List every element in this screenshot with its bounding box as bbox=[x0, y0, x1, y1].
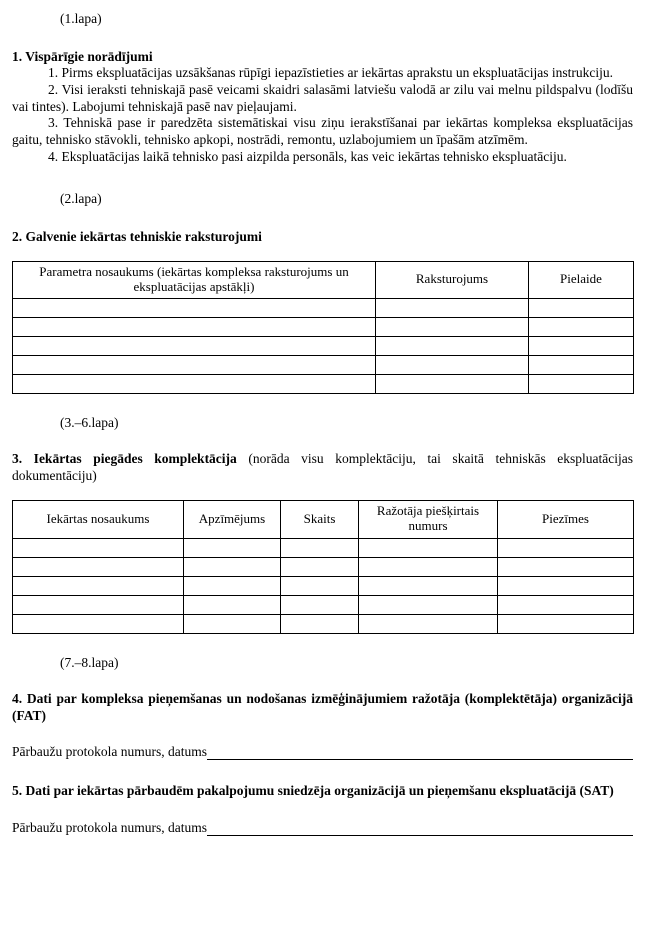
table-header-row bbox=[13, 501, 634, 539]
table-body bbox=[13, 299, 634, 394]
section-4-protocol-row bbox=[12, 744, 633, 760]
cell-designation[interactable] bbox=[184, 577, 281, 596]
cell-quantity[interactable] bbox=[281, 577, 359, 596]
column-header-characteristic: Raksturojums bbox=[376, 261, 529, 299]
table-row[interactable] bbox=[13, 558, 634, 577]
cell-parameter-name[interactable] bbox=[13, 375, 376, 394]
spacer bbox=[12, 724, 633, 744]
cell-characteristic[interactable] bbox=[376, 375, 529, 394]
cell-designation[interactable] bbox=[184, 596, 281, 615]
cell-manufacturer-number[interactable] bbox=[359, 558, 498, 577]
spacer bbox=[12, 394, 633, 416]
cell-parameter-name[interactable] bbox=[13, 318, 376, 337]
cell-characteristic[interactable] bbox=[376, 337, 529, 356]
spacer-top bbox=[12, 0, 633, 12]
cell-equipment-name[interactable] bbox=[13, 558, 184, 577]
section-3-heading-note: (norāda visu komplektāciju, tai skaitā tehniskās ekspluatācijas dokumentāciju) bbox=[12, 450, 634, 484]
cell-characteristic[interactable] bbox=[376, 299, 529, 318]
table-row[interactable] bbox=[13, 539, 634, 558]
cell-parameter-name[interactable] bbox=[13, 356, 376, 375]
spacer bbox=[12, 166, 633, 192]
page-marker-2: (2.lapa) bbox=[60, 191, 102, 207]
section-5-heading: 5. Dati par iekārtas pārbaudēm pakalpojumu sniedzēja organizācijā un pieņemšanu ekspluatācijā (SAT) bbox=[12, 783, 614, 799]
section-1-paragraph-2: 2. Visi ieraksti tehniskajā pasē veicami skaidri salasāmi latviešu valodā ar zilu vai melnu pildspalvu (lodīšu vai tintes). Labojumi tehniskajā pasē nav pieļaujami. bbox=[12, 81, 633, 114]
section-4-heading: 4. Dati par kompleksa pieņemšanas un nodošanas izmēģinājumiem ražotāja (komplektētāja) organizācijā (FAT) bbox=[12, 690, 633, 723]
section-5-protocol-row bbox=[12, 820, 633, 836]
page-marker-3-6: (3.–6.lapa) bbox=[60, 415, 119, 431]
spacer bbox=[12, 800, 633, 820]
delivery-complectation-table bbox=[12, 500, 634, 634]
spacer bbox=[12, 430, 633, 450]
cell-designation[interactable] bbox=[184, 558, 281, 577]
document-content bbox=[12, 0, 633, 836]
section-1-paragraph-3: 3. Tehniskā pase ir paredzēta sistemātiskai visu ziņu ierakstīšanai par iekārtas kompleksa ekspluatācijas gaitu, tehnisko stāvokli, tehnisko apkopi, nostrādi, remontu, uzlabojumiem un īpašām atzīmēm. bbox=[12, 115, 633, 148]
cell-notes[interactable] bbox=[498, 596, 634, 615]
cell-tolerance[interactable] bbox=[529, 318, 634, 337]
table-row[interactable] bbox=[13, 615, 634, 634]
table-body bbox=[13, 539, 634, 634]
cell-characteristic[interactable] bbox=[376, 318, 529, 337]
cell-manufacturer-number[interactable] bbox=[359, 577, 498, 596]
page-marker-7-8: (7.–8.lapa) bbox=[60, 655, 119, 671]
section-3-heading-bold: 3. Iekārtas piegādes komplektācija bbox=[12, 450, 237, 466]
section-4-protocol-input-line[interactable] bbox=[207, 744, 633, 760]
cell-manufacturer-number[interactable] bbox=[359, 596, 498, 615]
cell-equipment-name[interactable] bbox=[13, 539, 184, 558]
spacer bbox=[12, 245, 633, 261]
column-header-notes: Piezīmes bbox=[498, 501, 634, 539]
table-row[interactable] bbox=[13, 337, 634, 356]
section-5-protocol-label: Pārbaužu protokola numurs, datums bbox=[12, 819, 207, 835]
spacer bbox=[12, 26, 633, 48]
cell-equipment-name[interactable] bbox=[13, 577, 184, 596]
cell-equipment-name[interactable] bbox=[13, 596, 184, 615]
section-1-paragraph-1: 1. Pirms ekspluatācijas uzsākšanas rūpīgi iepazīstieties ar iekārtas aprakstu un ekspluatācijas instrukciju. bbox=[48, 64, 613, 80]
cell-notes[interactable] bbox=[498, 577, 634, 596]
column-header-parameter-name: Parametra nosaukums (iekārtas kompleksa raksturojums un ekspluatācijas apstākļi) bbox=[13, 261, 376, 299]
column-header-designation: Apzīmējums bbox=[184, 501, 281, 539]
cell-parameter-name[interactable] bbox=[13, 337, 376, 356]
section-5-protocol-input-line[interactable] bbox=[207, 820, 633, 836]
table-row[interactable] bbox=[13, 318, 634, 337]
spacer bbox=[12, 206, 633, 228]
section-1-paragraph-4: 4. Ekspluatācijas laikā tehnisko pasi aizpilda personāls, kas veic iekārtas tehnisko ekspluatāciju. bbox=[48, 149, 567, 165]
cell-tolerance[interactable] bbox=[529, 356, 634, 375]
spacer bbox=[12, 760, 633, 782]
column-header-equipment-name: Iekārtas nosaukums bbox=[13, 501, 184, 539]
cell-notes[interactable] bbox=[498, 615, 634, 634]
cell-manufacturer-number[interactable] bbox=[359, 539, 498, 558]
cell-quantity[interactable] bbox=[281, 596, 359, 615]
cell-notes[interactable] bbox=[498, 539, 634, 558]
cell-designation[interactable] bbox=[184, 539, 281, 558]
column-header-tolerance: Pielaide bbox=[529, 261, 634, 299]
section-4-protocol-label: Pārbaužu protokola numurs, datums bbox=[12, 744, 207, 760]
cell-notes[interactable] bbox=[498, 558, 634, 577]
column-header-manufacturer-number: Ražotāja piešķirtais numurs bbox=[359, 501, 498, 539]
cell-characteristic[interactable] bbox=[376, 356, 529, 375]
cell-parameter-name[interactable] bbox=[13, 299, 376, 318]
cell-quantity[interactable] bbox=[281, 558, 359, 577]
table-row[interactable] bbox=[13, 596, 634, 615]
cell-tolerance[interactable] bbox=[529, 299, 634, 318]
cell-tolerance[interactable] bbox=[529, 375, 634, 394]
table-row[interactable] bbox=[13, 375, 634, 394]
page-marker-1: (1.lapa) bbox=[60, 11, 102, 26]
cell-manufacturer-number[interactable] bbox=[359, 615, 498, 634]
table-row[interactable] bbox=[13, 299, 634, 318]
spacer bbox=[12, 484, 633, 500]
cell-quantity[interactable] bbox=[281, 539, 359, 558]
cell-quantity[interactable] bbox=[281, 615, 359, 634]
table-header-row bbox=[13, 261, 634, 299]
section-2-heading: 2. Galvenie iekārtas tehniskie raksturojumi bbox=[12, 228, 262, 244]
column-header-quantity: Skaits bbox=[281, 501, 359, 539]
cell-designation[interactable] bbox=[184, 615, 281, 634]
table-row[interactable] bbox=[13, 356, 634, 375]
section-3-heading bbox=[12, 450, 633, 485]
technical-characteristics-table bbox=[12, 261, 634, 395]
spacer bbox=[12, 634, 633, 656]
spacer bbox=[12, 670, 633, 690]
table-row[interactable] bbox=[13, 577, 634, 596]
cell-tolerance[interactable] bbox=[529, 337, 634, 356]
section-1-heading: 1. Vispārīgie norādījumi bbox=[12, 48, 153, 64]
cell-equipment-name[interactable] bbox=[13, 615, 184, 634]
